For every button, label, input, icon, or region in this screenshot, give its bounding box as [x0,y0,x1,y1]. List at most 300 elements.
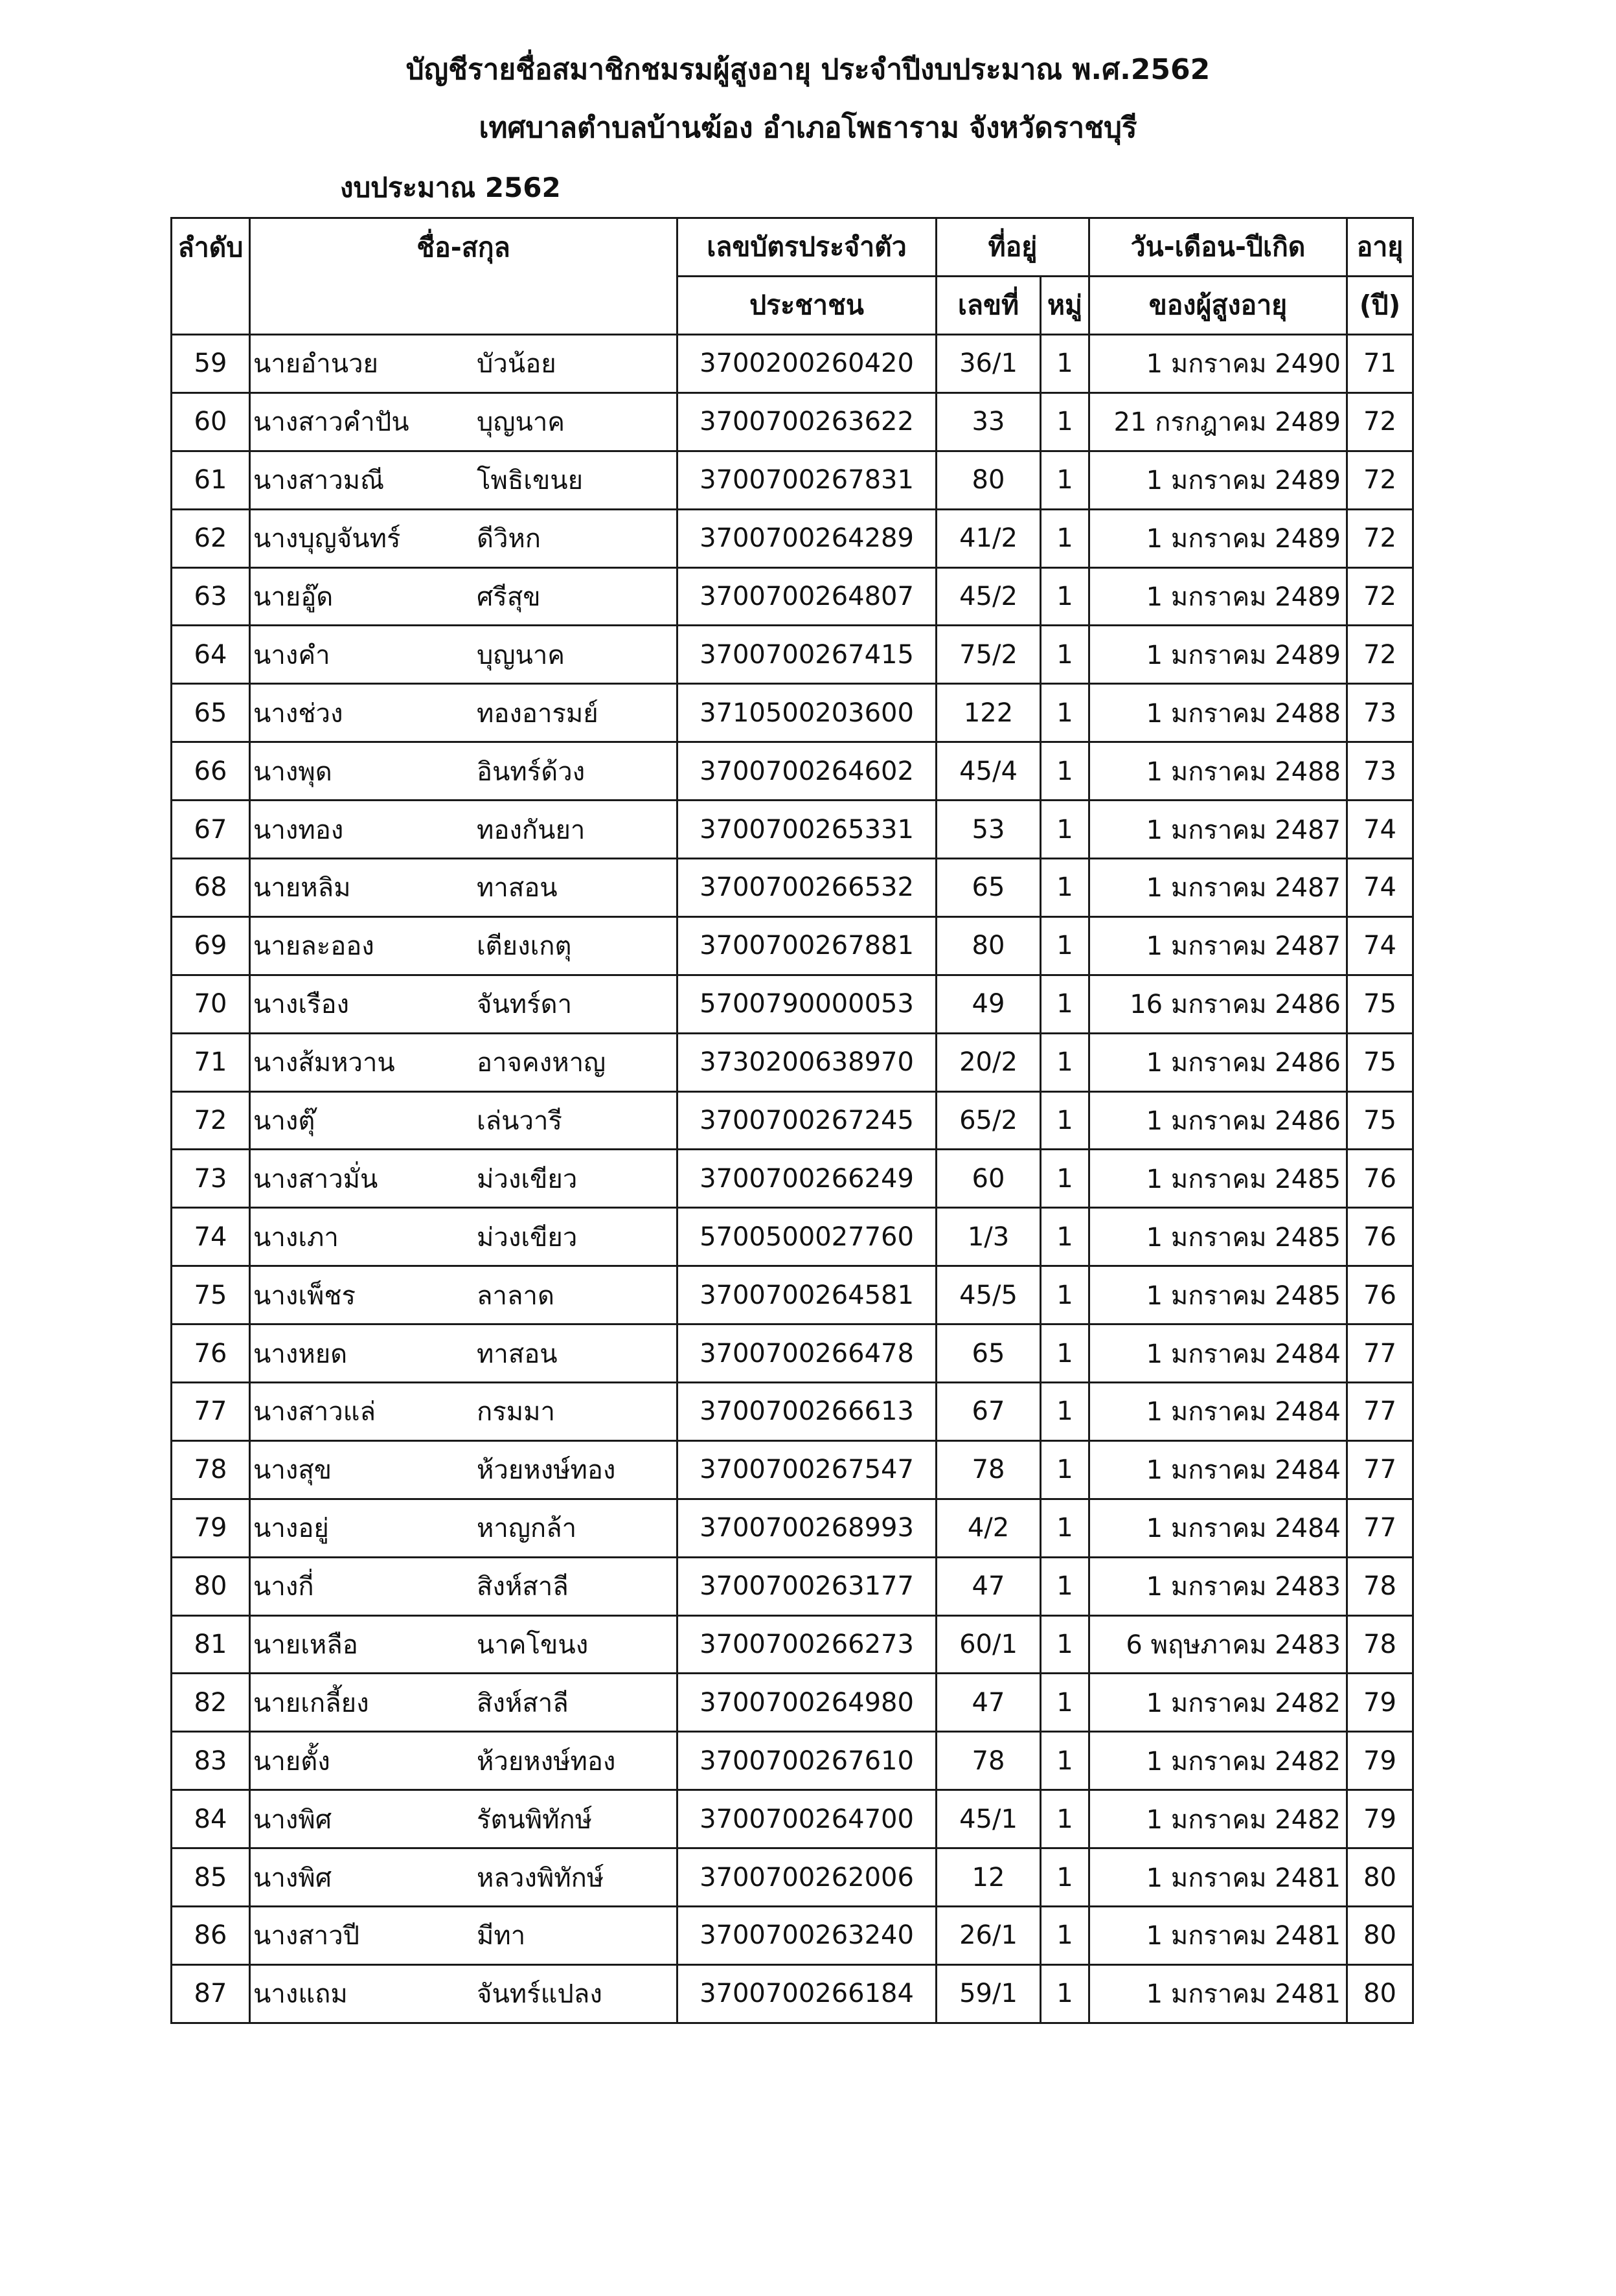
first-name: นางแถม [253,1979,348,2010]
row-birth-date: 1 มกราคม 2484 [1089,1383,1347,1441]
row-number: 69 [172,916,250,975]
row-citizen-id: 3700700263177 [677,1557,937,1615]
header-order: ลำดับ [172,218,250,335]
row-birth-date: 1 มกราคม 2490 [1089,335,1347,393]
first-name: นายเหลือ [253,1630,358,1661]
row-age: 74 [1347,916,1413,975]
last-name: ห้วยหงษ์ทอง [477,1455,616,1486]
first-name: นางส้มหวาน [253,1048,395,1078]
row-house-number: 65 [937,859,1041,917]
table-row [172,1091,1413,1150]
table-row [172,1208,1413,1266]
row-moo: 1 [1041,567,1089,626]
last-name: สิงห์สาลี [477,1688,569,1718]
row-house-number: 45/2 [937,567,1041,626]
row-name [250,1790,677,1848]
first-name: นางสาวคำปัน [253,407,409,438]
row-moo: 1 [1041,1907,1089,1965]
row-birth-date: 1 มกราคม 2482 [1089,1674,1347,1732]
table-row [172,567,1413,626]
row-age: 77 [1347,1499,1413,1557]
last-name: ห้วยหงษ์ทอง [477,1746,616,1777]
row-birth-date: 1 มกราคม 2481 [1089,1848,1347,1907]
row-citizen-id: 3700700266532 [677,859,937,917]
row-number: 73 [172,1150,250,1208]
table-row [172,859,1413,917]
last-name: โพธิเขนย [477,466,584,496]
row-moo: 1 [1041,392,1089,451]
row-birth-date: 1 มกราคม 2485 [1089,1208,1347,1266]
row-name [250,626,677,684]
row-age: 80 [1347,1848,1413,1907]
row-number: 62 [172,509,250,567]
first-name: นางกี่ [253,1572,314,1602]
row-age: 77 [1347,1440,1413,1499]
row-moo: 1 [1041,1091,1089,1150]
row-name [250,451,677,509]
row-age: 75 [1347,1091,1413,1150]
first-name: นางทอง [253,815,344,845]
row-age: 72 [1347,626,1413,684]
row-number: 70 [172,975,250,1033]
first-name: นายละออง [253,931,374,962]
row-moo: 1 [1041,1033,1089,1091]
last-name: หลวงพิทักษ์ [477,1863,604,1893]
row-house-number: 67 [937,1383,1041,1441]
first-name: นางตุ๊ [253,1106,315,1137]
row-moo: 1 [1041,1790,1089,1848]
last-name: เตียงเกตุ [477,931,572,962]
last-name: บุญนาค [477,407,565,438]
first-name: นางสาวแล่ [253,1397,376,1427]
row-moo: 1 [1041,1557,1089,1615]
row-number: 84 [172,1790,250,1848]
row-birth-date: 1 มกราคม 2485 [1089,1150,1347,1208]
row-number: 85 [172,1848,250,1907]
row-name [250,975,677,1033]
row-moo: 1 [1041,859,1089,917]
row-citizen-id: 5700790000053 [677,975,937,1033]
row-house-number: 60/1 [937,1615,1041,1674]
row-age: 73 [1347,742,1413,801]
row-birth-date: 1 มกราคม 2488 [1089,684,1347,742]
row-name [250,742,677,801]
row-number: 79 [172,1499,250,1557]
row-number: 81 [172,1615,250,1674]
row-number: 78 [172,1440,250,1499]
header-house-no: เลขที่ [937,277,1041,335]
row-birth-date: 21 กรกฎาคม 2489 [1089,392,1347,451]
row-birth-date: 1 มกราคม 2482 [1089,1790,1347,1848]
row-name [250,1091,677,1150]
table-row [172,1674,1413,1732]
row-citizen-id: 3700700264700 [677,1790,937,1848]
row-moo: 1 [1041,335,1089,393]
row-citizen-id: 3700700267610 [677,1732,937,1790]
row-number: 72 [172,1091,250,1150]
row-age: 71 [1347,335,1413,393]
row-house-number: 33 [937,392,1041,451]
row-birth-date: 1 มกราคม 2487 [1089,916,1347,975]
table-row [172,684,1413,742]
last-name: อาจคงหาญ [477,1048,606,1078]
row-name [250,916,677,975]
row-name [250,859,677,917]
last-name: ทาสอน [477,1339,558,1369]
first-name: นางเพ็ชร [253,1280,356,1311]
row-house-number: 47 [937,1557,1041,1615]
first-name: นางสุข [253,1455,332,1486]
row-number: 65 [172,684,250,742]
row-age: 78 [1347,1615,1413,1674]
row-age: 73 [1347,684,1413,742]
first-name: นายอู๊ด [253,582,334,612]
row-citizen-id: 3700200260420 [677,335,937,393]
row-number: 86 [172,1907,250,1965]
row-name [250,1674,677,1732]
row-citizen-id: 3700700263240 [677,1907,937,1965]
row-name [250,1324,677,1383]
first-name: นายเกลี้ยง [253,1688,369,1718]
row-house-number: 36/1 [937,335,1041,393]
first-name: นางอยู่ [253,1514,329,1544]
table-row [172,1907,1413,1965]
row-name [250,1208,677,1266]
last-name: ม่วงเขียว [477,1222,578,1253]
table-row [172,335,1413,393]
row-name [250,1383,677,1441]
row-house-number: 1/3 [937,1208,1041,1266]
row-citizen-id: 3700700264807 [677,567,937,626]
row-house-number: 41/2 [937,509,1041,567]
header-id-line2: ประชาชน [677,277,937,335]
first-name: นางเรือง [253,990,350,1020]
first-name: นางเภา [253,1222,339,1253]
first-name: นางพิศ [253,1863,332,1893]
table-row [172,1033,1413,1091]
row-moo: 1 [1041,1848,1089,1907]
row-number: 59 [172,335,250,393]
first-name: นางบุญจันทร์ [253,524,401,554]
row-name [250,567,677,626]
row-citizen-id: 3700700264602 [677,742,937,801]
row-number: 76 [172,1324,250,1383]
row-name [250,1964,677,2023]
row-name [250,392,677,451]
table-row [172,1964,1413,2023]
row-birth-date: 1 มกราคม 2484 [1089,1440,1347,1499]
row-citizen-id: 3700700264289 [677,509,937,567]
row-moo: 1 [1041,1266,1089,1324]
row-moo: 1 [1041,1324,1089,1383]
table-row [172,1266,1413,1324]
row-birth-date: 1 มกราคม 2481 [1089,1907,1347,1965]
table-row [172,1440,1413,1499]
row-moo: 1 [1041,801,1089,859]
row-number: 80 [172,1557,250,1615]
row-birth-date: 16 มกราคม 2486 [1089,975,1347,1033]
row-house-number: 59/1 [937,1964,1041,2023]
row-moo: 1 [1041,1440,1089,1499]
row-age: 72 [1347,509,1413,567]
row-house-number: 80 [937,451,1041,509]
row-moo: 1 [1041,975,1089,1033]
table-row [172,1790,1413,1848]
row-name [250,1615,677,1674]
last-name: กรมมา [477,1397,555,1427]
first-name: นางสาวมณี [253,466,385,496]
budget-year-label: งบประมาณ 2562 [340,172,561,203]
row-age: 77 [1347,1383,1413,1441]
row-house-number: 75/2 [937,626,1041,684]
row-citizen-id: 3700700264581 [677,1266,937,1324]
row-number: 71 [172,1033,250,1091]
row-house-number: 53 [937,801,1041,859]
row-name [250,1848,677,1907]
row-moo: 1 [1041,1732,1089,1790]
last-name: จันทร์ดา [477,990,573,1020]
last-name: สิงห์สาลี [477,1572,569,1602]
first-name: นางสาวมั่น [253,1164,378,1194]
last-name: ศรีสุข [477,582,541,612]
row-citizen-id: 3700700266478 [677,1324,937,1383]
row-age: 79 [1347,1674,1413,1732]
row-name [250,1266,677,1324]
row-house-number: 80 [937,916,1041,975]
row-number: 61 [172,451,250,509]
row-birth-date: 1 มกราคม 2488 [1089,742,1347,801]
row-name [250,1557,677,1615]
row-number: 67 [172,801,250,859]
row-moo: 1 [1041,626,1089,684]
first-name: นางหยด [253,1339,348,1369]
row-citizen-id: 3700700267831 [677,451,937,509]
first-name: นางพุด [253,756,332,787]
row-house-number: 49 [937,975,1041,1033]
row-citizen-id: 3710500203600 [677,684,937,742]
row-birth-date: 1 มกราคม 2489 [1089,451,1347,509]
row-house-number: 122 [937,684,1041,742]
last-name: ทาสอน [477,873,558,904]
row-house-number: 20/2 [937,1033,1041,1091]
header-age-line2: (ปี) [1347,277,1413,335]
row-birth-date: 1 มกราคม 2487 [1089,859,1347,917]
row-house-number: 47 [937,1674,1041,1732]
row-age: 74 [1347,859,1413,917]
table-row [172,1499,1413,1557]
row-moo: 1 [1041,1674,1089,1732]
first-name: นางช่วง [253,698,343,729]
row-house-number: 78 [937,1732,1041,1790]
first-name: นายตั้ง [253,1746,330,1777]
row-moo: 1 [1041,1150,1089,1208]
row-citizen-id: 3700700265331 [677,801,937,859]
first-name: นายหลิม [253,873,351,904]
row-citizen-id: 5700500027760 [677,1208,937,1266]
row-age: 75 [1347,1033,1413,1091]
row-birth-date: 1 มกราคม 2487 [1089,801,1347,859]
row-moo: 1 [1041,1964,1089,2023]
first-name: นางสาวปี [253,1921,360,1951]
table-row [172,451,1413,509]
last-name: บุญนาค [477,640,565,670]
row-birth-date: 1 มกราคม 2489 [1089,509,1347,567]
table-row [172,392,1413,451]
municipality-subtitle: เทศบาลตำบลบ้านฆ้อง อำเภอโพธาราม จังหวัดราชบุรี [479,111,1137,144]
row-moo: 1 [1041,1383,1089,1441]
row-name [250,1907,677,1965]
row-citizen-id: 3700700263622 [677,392,937,451]
row-citizen-id: 3700700266184 [677,1964,937,2023]
header-name: ชื่อ-สกุล [250,218,677,335]
row-birth-date: 1 มกราคม 2489 [1089,626,1347,684]
table-row [172,1557,1413,1615]
row-age: 72 [1347,392,1413,451]
row-name [250,684,677,742]
last-name: ม่วงเขียว [477,1164,578,1194]
row-age: 74 [1347,801,1413,859]
row-moo: 1 [1041,742,1089,801]
row-moo: 1 [1041,684,1089,742]
row-citizen-id: 3700700262006 [677,1848,937,1907]
row-name [250,801,677,859]
row-house-number: 26/1 [937,1907,1041,1965]
row-number: 77 [172,1383,250,1441]
row-birth-date: 6 พฤษภาคม 2483 [1089,1615,1347,1674]
table-row [172,742,1413,801]
row-citizen-id: 3700700268993 [677,1499,937,1557]
row-birth-date: 1 มกราคม 2486 [1089,1091,1347,1150]
last-name: อินทร์ด้วง [477,756,586,787]
last-name: รัตนพิทักษ์ [477,1804,593,1835]
header-address: ที่อยู่ [937,218,1089,277]
row-house-number: 65 [937,1324,1041,1383]
row-number: 74 [172,1208,250,1266]
header-dob-line1: วัน-เดือน-ปีเกิด [1089,218,1347,277]
table-row [172,626,1413,684]
row-moo: 1 [1041,1615,1089,1674]
row-citizen-id: 3700700267547 [677,1440,937,1499]
row-citizen-id: 3700700266273 [677,1615,937,1674]
header-id-line1: เลขบัตรประจำตัว [677,218,937,277]
first-name: นายอำนวย [253,349,378,380]
last-name: หาญกล้า [477,1514,577,1544]
header-age-line1: อายุ [1347,218,1413,277]
row-birth-date: 1 มกราคม 2484 [1089,1324,1347,1383]
row-citizen-id: 3700700264980 [677,1674,937,1732]
table-row [172,1383,1413,1441]
row-age: 78 [1347,1557,1413,1615]
row-house-number: 45/1 [937,1790,1041,1848]
document-title: บัญชีรายชื่อสมาชิกชมรมผู้สูงอายุ ประจำปีงบประมาณ พ.ศ.2562 [405,53,1211,86]
row-age: 77 [1347,1324,1413,1383]
row-citizen-id: 3700700266613 [677,1383,937,1441]
table-row [172,1848,1413,1907]
row-number: 87 [172,1964,250,2023]
row-citizen-id: 3700700267415 [677,626,937,684]
table-row [172,975,1413,1033]
row-citizen-id: 3700700267881 [677,916,937,975]
last-name: ดีวิหก [477,524,541,554]
row-citizen-id: 3700700267245 [677,1091,937,1150]
row-moo: 1 [1041,916,1089,975]
row-citizen-id: 3700700266249 [677,1150,937,1208]
row-house-number: 65/2 [937,1091,1041,1150]
row-number: 66 [172,742,250,801]
row-house-number: 4/2 [937,1499,1041,1557]
row-name [250,1033,677,1091]
first-name: นางพิศ [253,1804,332,1835]
row-birth-date: 1 มกราคม 2483 [1089,1557,1347,1615]
row-age: 72 [1347,451,1413,509]
row-birth-date: 1 มกราคม 2489 [1089,567,1347,626]
row-birth-date: 1 มกราคม 2485 [1089,1266,1347,1324]
row-name [250,1499,677,1557]
row-birth-date: 1 มกราคม 2484 [1089,1499,1347,1557]
row-name [250,1150,677,1208]
row-number: 64 [172,626,250,684]
table-row [172,509,1413,567]
row-name [250,509,677,567]
table-row [172,1150,1413,1208]
table-row [172,916,1413,975]
row-moo: 1 [1041,451,1089,509]
row-age: 80 [1347,1907,1413,1965]
row-age: 79 [1347,1790,1413,1848]
row-birth-date: 1 มกราคม 2481 [1089,1964,1347,2023]
last-name: ทองอารมย์ [477,698,598,729]
last-name: ทองกันยา [477,815,586,845]
row-age: 76 [1347,1266,1413,1324]
row-house-number: 78 [937,1440,1041,1499]
row-name [250,1732,677,1790]
row-moo: 1 [1041,509,1089,567]
row-age: 79 [1347,1732,1413,1790]
header-moo: หมู่ [1041,277,1089,335]
row-number: 63 [172,567,250,626]
row-birth-date: 1 มกราคม 2486 [1089,1033,1347,1091]
header-dob-line2: ของผู้สูงอายุ [1089,277,1347,335]
row-name [250,1440,677,1499]
row-age: 75 [1347,975,1413,1033]
row-birth-date: 1 มกราคม 2482 [1089,1732,1347,1790]
row-number: 75 [172,1266,250,1324]
last-name: ลาลาด [477,1280,554,1311]
row-age: 80 [1347,1964,1413,2023]
row-house-number: 60 [937,1150,1041,1208]
table-row [172,1732,1413,1790]
table-row [172,1615,1413,1674]
row-age: 76 [1347,1150,1413,1208]
table-row [172,801,1413,859]
row-number: 60 [172,392,250,451]
row-number: 83 [172,1732,250,1790]
row-number: 82 [172,1674,250,1732]
row-moo: 1 [1041,1208,1089,1266]
last-name: บัวน้อย [477,349,556,380]
members-table [170,217,1414,2024]
last-name: จันทร์แปลง [477,1979,602,2010]
last-name: มีทา [477,1921,526,1951]
last-name: เล่นวารี [477,1106,562,1137]
row-name [250,335,677,393]
row-age: 72 [1347,567,1413,626]
row-number: 68 [172,859,250,917]
row-house-number: 12 [937,1848,1041,1907]
row-house-number: 45/4 [937,742,1041,801]
last-name: นาคโขนง [477,1630,589,1661]
first-name: นางคำ [253,640,330,670]
